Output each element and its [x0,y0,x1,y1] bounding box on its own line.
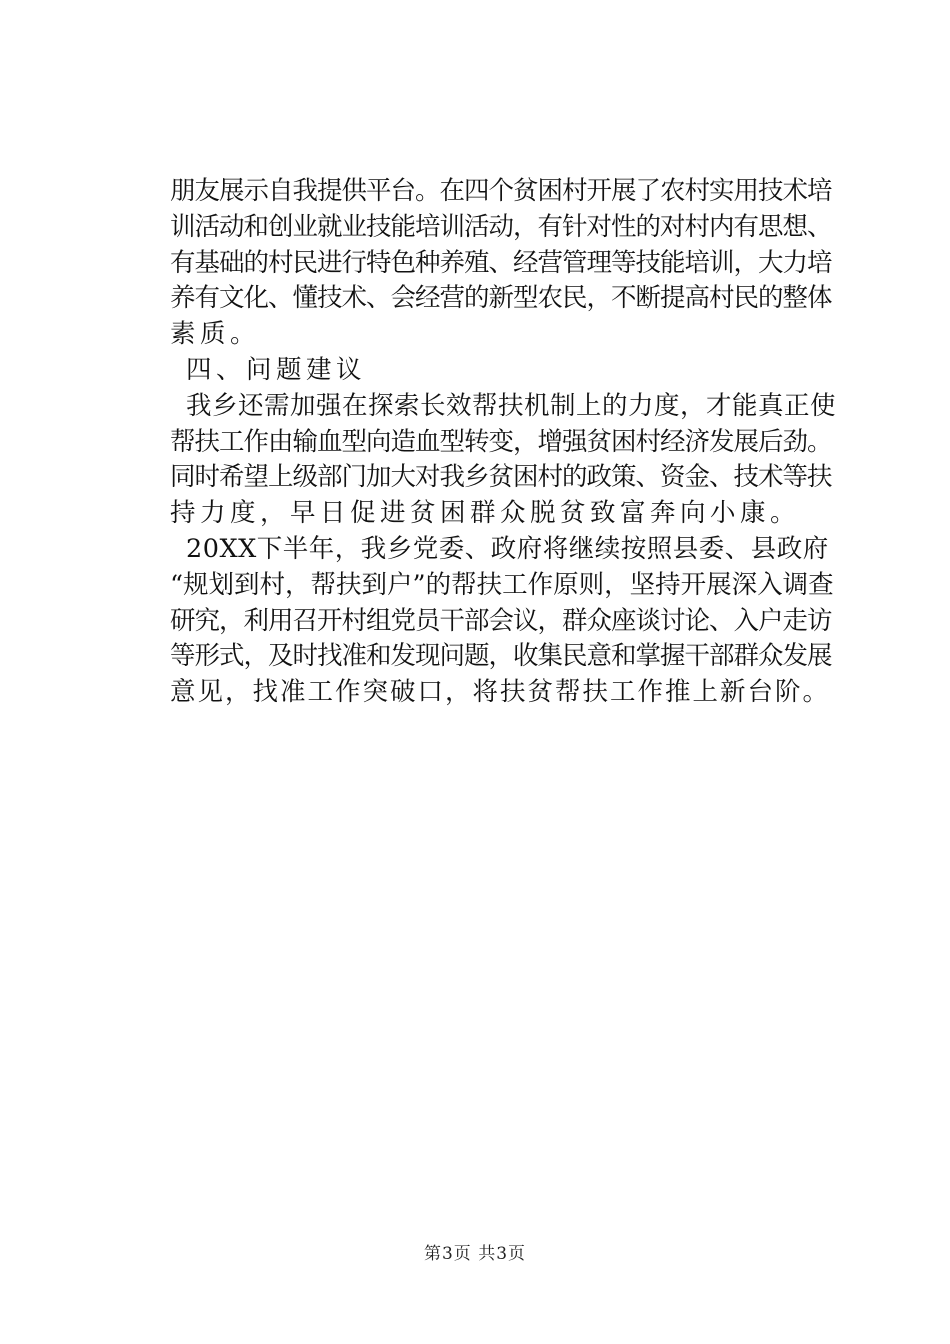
text-line: 同时希望上级部门加大对我乡贫困村的政策、资金、技术等扶 [170,462,832,493]
text-line: 20XX下半年，我乡党委、政府将继续按照县委、县政府 [186,533,829,564]
text-line: 帮扶工作由输血型向造血型转变，增强贫困村经济发展后劲。 [170,426,832,457]
text-line: 意见，找准工作突破口，将扶贫帮扶工作推上新台阶。 [170,677,831,708]
section-heading: 四、问题建议 [186,354,367,385]
page-number-footer: 第3页 共3页 [423,1244,527,1264]
text-line: 研究，利用召开村组党员干部会议，群众座谈讨论、入户走访 [170,605,832,636]
text-line: 有基础的村民进行特色种养殖、经营管理等技能培训，大力培 [170,247,832,278]
text-line: 持力度，早日促进贫困群众脱贫致富奔向小康。 [170,498,801,529]
text-line: 训活动和创业就业技能培训活动，有针对性的对村内有思想、 [170,211,832,242]
text-line: 养有文化、懂技术、会经营的新型农民，不断提高村民的整体 [170,283,832,314]
text-line: “规划到村，帮扶到户”的帮扶工作原则，坚持开展深入调查 [170,569,834,600]
text-line: 素质。 [170,319,261,350]
text-line: 等形式，及时找准和发现问题，收集民意和掌握干部群众发展 [170,641,832,672]
document-body [170,174,838,711]
text-line: 我乡还需加强在探索长效帮扶机制上的力度，才能真正使 [186,390,837,421]
text-line: 朋友展示自我提供平台。在四个贫困村开展了农村实用技术培 [170,176,832,206]
